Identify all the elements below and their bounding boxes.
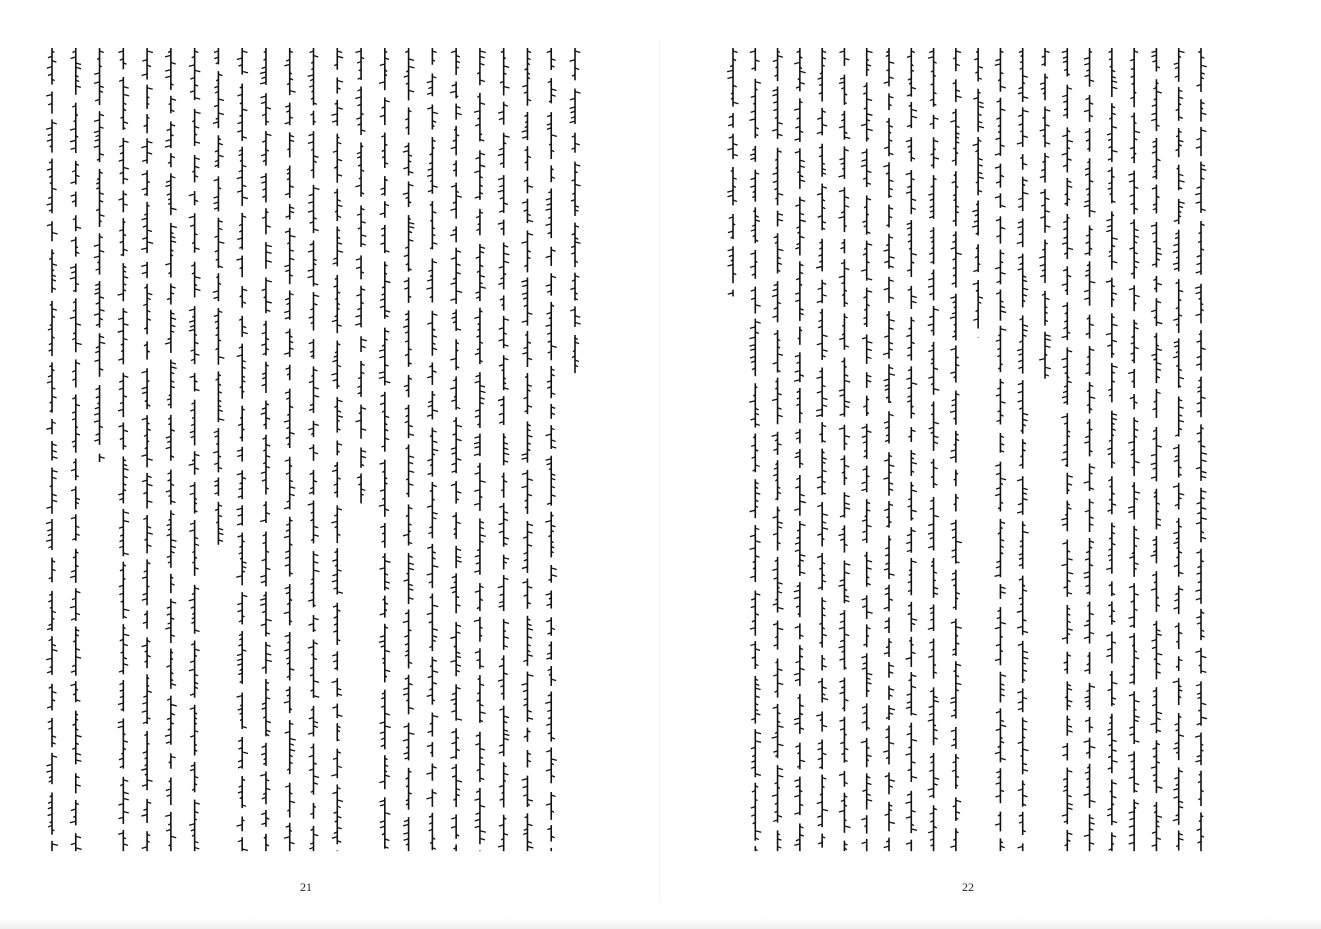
text-column: [260, 48, 272, 851]
text-column: [189, 48, 201, 851]
text-column: [1150, 48, 1162, 851]
text-column: [928, 48, 940, 851]
text-column: [1195, 48, 1207, 851]
text-column: [1173, 48, 1185, 851]
scan-edge: [0, 918, 1321, 929]
text-column: [355, 48, 367, 503]
text-column: [213, 48, 225, 545]
text-column: [794, 48, 806, 851]
text-column: [772, 48, 784, 851]
text-column: [308, 48, 320, 851]
page-left: [0, 0, 660, 929]
text-column: [94, 48, 105, 462]
text-column: [236, 48, 248, 851]
text-column: [498, 48, 510, 851]
text-column: [331, 48, 343, 851]
text-column: [1084, 48, 1096, 851]
text-column: [905, 48, 917, 851]
text-column: [1128, 48, 1140, 851]
text-column: [379, 48, 391, 849]
page-number-left: 21: [300, 880, 312, 894]
text-column: [141, 48, 153, 851]
text-column: [1039, 48, 1051, 379]
text-columns-right: [661, 0, 1321, 929]
text-column: [972, 48, 984, 338]
text-column: [1061, 48, 1073, 851]
text-column: [70, 48, 82, 851]
text-column: [403, 48, 415, 851]
text-column: [284, 48, 296, 851]
text-column: [861, 48, 873, 851]
text-columns-left: [0, 0, 660, 929]
text-column: [426, 48, 438, 850]
text-column: [46, 48, 58, 851]
text-column: [1106, 48, 1118, 851]
text-column: [521, 48, 533, 851]
page-right: [661, 0, 1321, 929]
text-column: [450, 48, 462, 851]
page-number-right: 22: [962, 880, 974, 894]
text-column: [165, 48, 177, 851]
text-column: [474, 48, 486, 851]
page-gutter: [659, 40, 660, 900]
text-column: [883, 48, 895, 851]
text-column: [727, 48, 738, 296]
text-column: [816, 48, 828, 848]
text-column: [994, 48, 1006, 851]
text-column: [118, 48, 130, 851]
text-column: [570, 48, 581, 373]
text-column: [1017, 48, 1029, 851]
text-column: [950, 48, 962, 851]
text-column: [749, 48, 761, 851]
text-column: [838, 48, 850, 851]
text-column: [545, 48, 557, 851]
